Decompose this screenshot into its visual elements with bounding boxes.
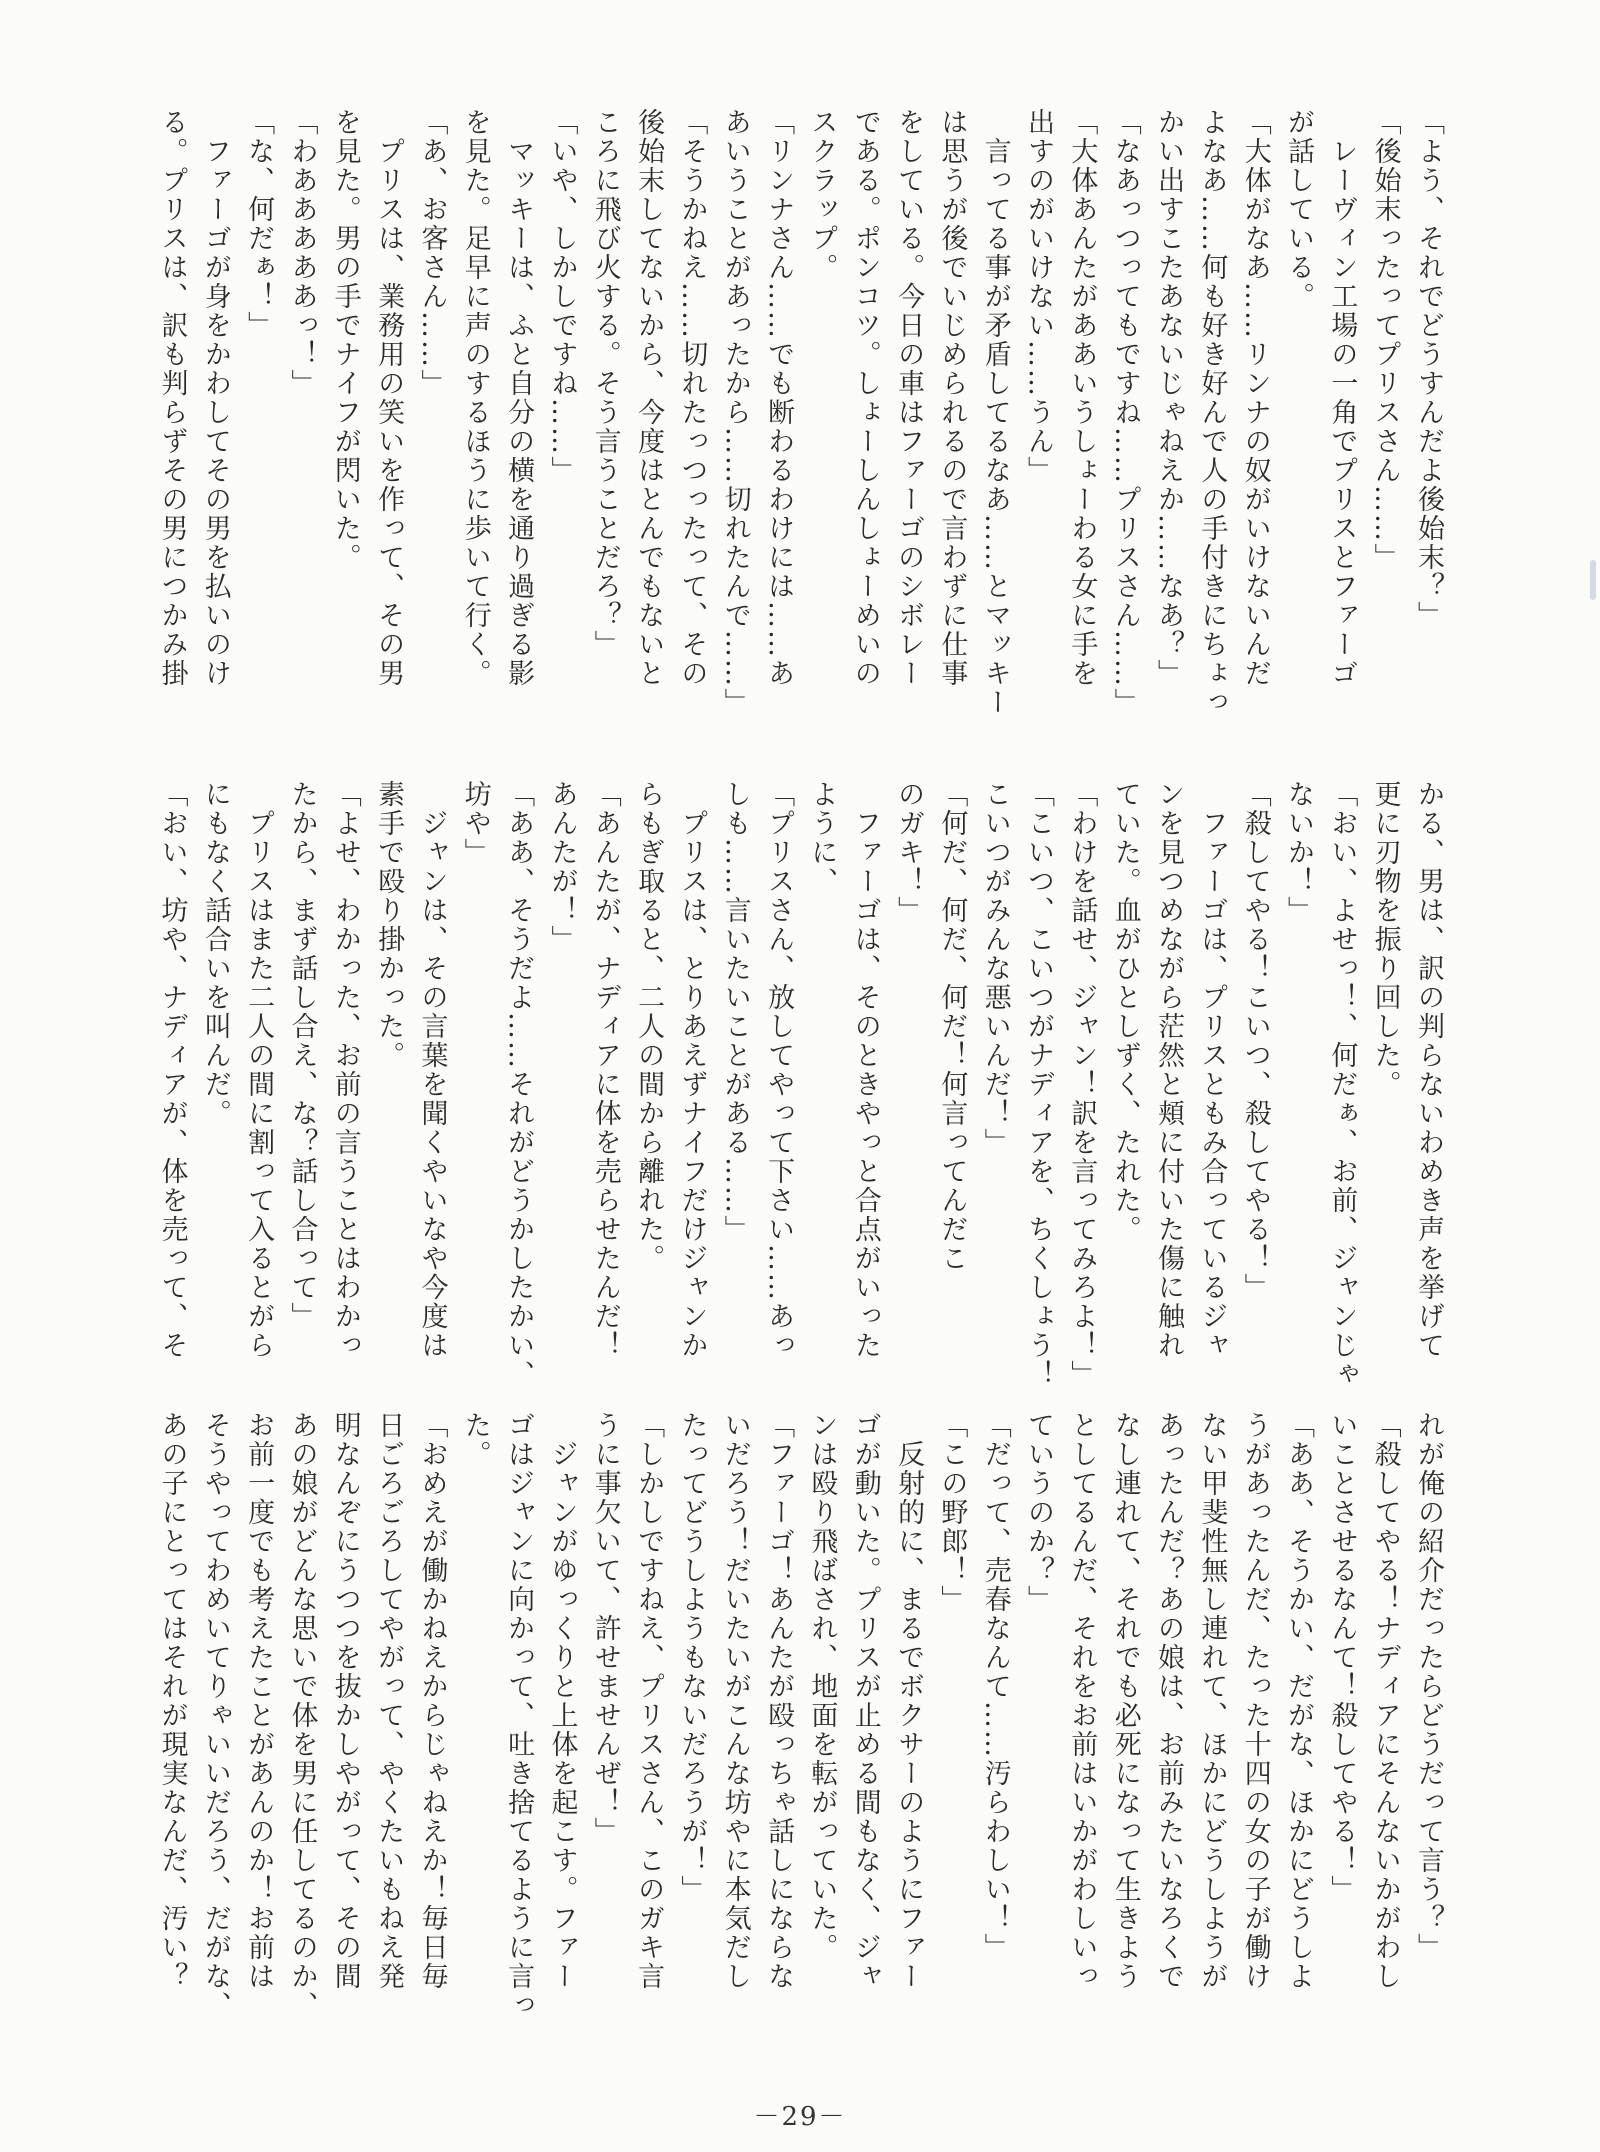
text-column: ファーゴは、プリスともみ合っているジャ: [1196, 780, 1228, 1360]
text-column: 「殺してやる！こいつ、殺してやる！」: [1239, 780, 1271, 1302]
text-column: ない甲斐性無し連れて、ほかにどうしようが: [1196, 1411, 1228, 1991]
text-column: スクラップ。: [806, 108, 838, 282]
text-column: こいつがみんな悪いんだ！」: [979, 780, 1011, 1157]
text-column: ゴはジャンに向かって、吐き捨てるように言っ: [503, 1411, 535, 2020]
text-column: プリスは、業務用の笑いを作って、その男: [373, 108, 405, 688]
text-column: マッキーは、ふと自分の横を通り過ぎる影: [503, 108, 535, 688]
text-column: 「大体がなあ……リンナの奴がいけないんだ: [1239, 108, 1271, 688]
text-column: あいうことがあったから……切れたんで……」: [719, 108, 751, 717]
text-column: いだろう！だいたいがこんな坊やに本気だし: [719, 1411, 751, 1991]
text-column: 後始末してないから、今度はとんでもないと: [633, 108, 665, 688]
text-column: 「そうかねえ……切れたっつったって、その: [676, 108, 708, 688]
text-column: あの子にとってはそれが現実なんだ、汚い？: [156, 1411, 188, 1991]
text-column: れが俺の紹介だったらどうだって言う？」: [1413, 1411, 1444, 1962]
text-column: 素手で殴り掛かった。: [373, 780, 405, 1070]
text-column: る。プリスは、訳も判らずその男につかみ掛: [156, 108, 188, 688]
text-column: らもぎ取ると、二人の間から離れた。: [633, 780, 665, 1273]
text-column: なし連れて、それでも必死になって生きよう: [1109, 1411, 1141, 1991]
text-column: 坊や」: [459, 780, 491, 867]
text-column: レーヴィン工場の一角でプリスとファーゴ: [1326, 108, 1358, 688]
text-column: あったんだ？あの娘は、お前みたいなろくで: [1153, 1411, 1185, 1991]
text-column: 「な、何だぁ！」: [243, 108, 275, 340]
text-column: 「こいつ、こいつがナディアを、ちくしょう！: [1023, 780, 1055, 1389]
text-column: お前一度でも考えたことがあんのか！お前は: [243, 1411, 275, 1991]
scan-edge-mark: [1590, 560, 1596, 600]
text-column: あんたが！」: [546, 780, 578, 954]
text-column: 「しかしですねえ、プリスさん、このガキ言: [633, 1411, 665, 1991]
text-column: プリスはまた二人の間に割って入るとがら: [243, 780, 275, 1360]
text-column: ゴが動いた。プリスが止める間もなく、ジャ: [849, 1411, 881, 1991]
text-column: 「何だ、何だ、何だ！何言ってんだこ: [936, 780, 968, 1273]
text-column: は思うが後でいじめられるので言わずに仕事: [936, 108, 968, 688]
text-column: を見た。足早に声のするほうに歩いて行く。: [459, 108, 491, 688]
text-tier-middle: [150, 780, 1450, 1430]
text-column: あの娘がどんな思いで体を男に任してるのか、: [286, 1411, 318, 2020]
text-column: うがあったんだ、たった十四の女の子が働け: [1239, 1411, 1271, 1991]
text-column: のガキ！」: [893, 780, 925, 925]
text-column: 「ああ、そうかい、だがな、ほかにどうしよ: [1283, 1411, 1315, 1991]
text-column: 「なあっつってもですね……プリスさん……」: [1109, 108, 1141, 717]
text-tier-bottom: [150, 1411, 1450, 2061]
text-column: ンは殴り飛ばされ、地面を転がっていた。: [806, 1411, 838, 1962]
text-column: 「この野郎！」: [936, 1411, 968, 1614]
text-column: 「大体あんたがああいうしょーわる女に手を: [1066, 108, 1098, 688]
text-column: ジャンは、その言葉を聞くやいなや今度は: [416, 780, 448, 1360]
text-column: 「よう、それでどうすんだよ後始末？」: [1413, 108, 1444, 630]
text-column: 「ファーゴ！あんたが殴っちゃ話しにならな: [763, 1411, 795, 1991]
text-column: た。: [459, 1411, 491, 1469]
text-column: 反射的に、まるでボクサーのようにファー: [893, 1411, 925, 1991]
text-column: 「わけを話せ、ジャン！訳を言ってみろよ！」: [1066, 780, 1098, 1389]
text-column: 「よせ、わかった、お前の言うことはわかっ: [329, 780, 361, 1360]
text-column: いことさせるなんて！殺してやる！」: [1326, 1411, 1358, 1904]
text-column: を見た。男の手でナイフが閃いた。: [329, 108, 361, 572]
text-column: たってどうしようもないだろうが！」: [676, 1411, 708, 1904]
text-column: ンを見つめながら茫然と頬に付いた傷に触れ: [1153, 780, 1185, 1360]
text-column: 明なんぞにうつつを抜かしやがって、その間: [329, 1411, 361, 1991]
text-column: たから、まず話し合え、な？話し合って」: [286, 780, 318, 1331]
text-column: 出すのがいけない……うん」: [1023, 108, 1055, 485]
text-column: 「プリスさん、放してやって下さい……あっ: [763, 780, 795, 1360]
page-number: －29－: [753, 2102, 847, 2132]
text-column: としてるんだ、それをお前はいかがわしいっ: [1066, 1411, 1098, 1991]
text-column: よなあ……何も好き好んで人の手付きにちょっ: [1196, 108, 1228, 717]
text-column: ていうのか？」: [1023, 1411, 1055, 1614]
text-column: 「だって、売春なんて……汚らわしい！」: [979, 1411, 1011, 1962]
text-column: プリスは、とりあえずナイフだけジャンか: [676, 780, 708, 1360]
text-column: 「わあああああっ！」: [286, 108, 318, 398]
text-tier-top: [150, 108, 1450, 758]
text-column: をしている。今日の車はファーゴのシボレー: [893, 108, 925, 688]
text-column: 「おめえが働かねえからじゃねえか！毎日毎: [416, 1411, 448, 1991]
text-column: 「ああ、そうだよ……それがどうかしたかい、: [503, 780, 535, 1389]
text-column: そうやってわめいてりゃいいだろう、だがな、: [199, 1411, 231, 2020]
text-column: ないか！」: [1283, 780, 1315, 925]
text-column: ように、: [806, 780, 838, 896]
text-column: 「リンナさん……でも断わるわけには……あ: [763, 108, 795, 688]
text-column: が話している。: [1283, 108, 1315, 311]
text-column: かる、男は、訳の判らないわめき声を挙げて: [1413, 780, 1444, 1360]
text-column: ジャンがゆっくりと上体を起こす。ファー: [546, 1411, 578, 1991]
text-column: にもなく話合いを叫んだ。: [199, 780, 231, 1128]
text-column: 「おい、よせっ！、何だぁ、お前、ジャンじゃ: [1326, 780, 1358, 1389]
text-column: である。ポンコツ。しょーしんしょーめいの: [849, 108, 881, 688]
text-column: 「後始末ったってプリスさん……」: [1369, 108, 1401, 572]
text-column: ころに飛び火する。そう言うことだろ？」: [589, 108, 621, 659]
text-column: ファーゴが身をかわしてその男を払いのけ: [199, 108, 231, 688]
text-column: ファーゴは、そのときやっと合点がいった: [849, 780, 881, 1360]
text-column: 更に刃物を振り回した。: [1369, 780, 1401, 1099]
text-column: 「あ、お客さん……」: [416, 108, 448, 398]
text-column: しも……言いたいことがある……」: [719, 780, 751, 1244]
text-column: うに事欠いて、許せませんぜ！」: [589, 1411, 621, 1846]
text-column: 「おい、坊や、ナディアが、体を売って、そ: [156, 780, 188, 1360]
text-column: かい出すこたあないじゃねえか……なあ？」: [1153, 108, 1185, 688]
text-column: ていた。血がひとしずく、たれた。: [1109, 780, 1141, 1244]
text-column: 「あんたが、ナディアに体を売らせたんだ！: [589, 780, 621, 1360]
text-column: 日ごろごろしてやがって、やくたいもねえ発: [373, 1411, 405, 1991]
text-column: 言ってる事が矛盾してるなあ……とマッキー: [979, 108, 1011, 717]
text-column: 「殺してやる！ナディアにそんないかがわし: [1369, 1411, 1401, 1991]
text-column: 「いや、しかしですね……」: [546, 108, 578, 485]
